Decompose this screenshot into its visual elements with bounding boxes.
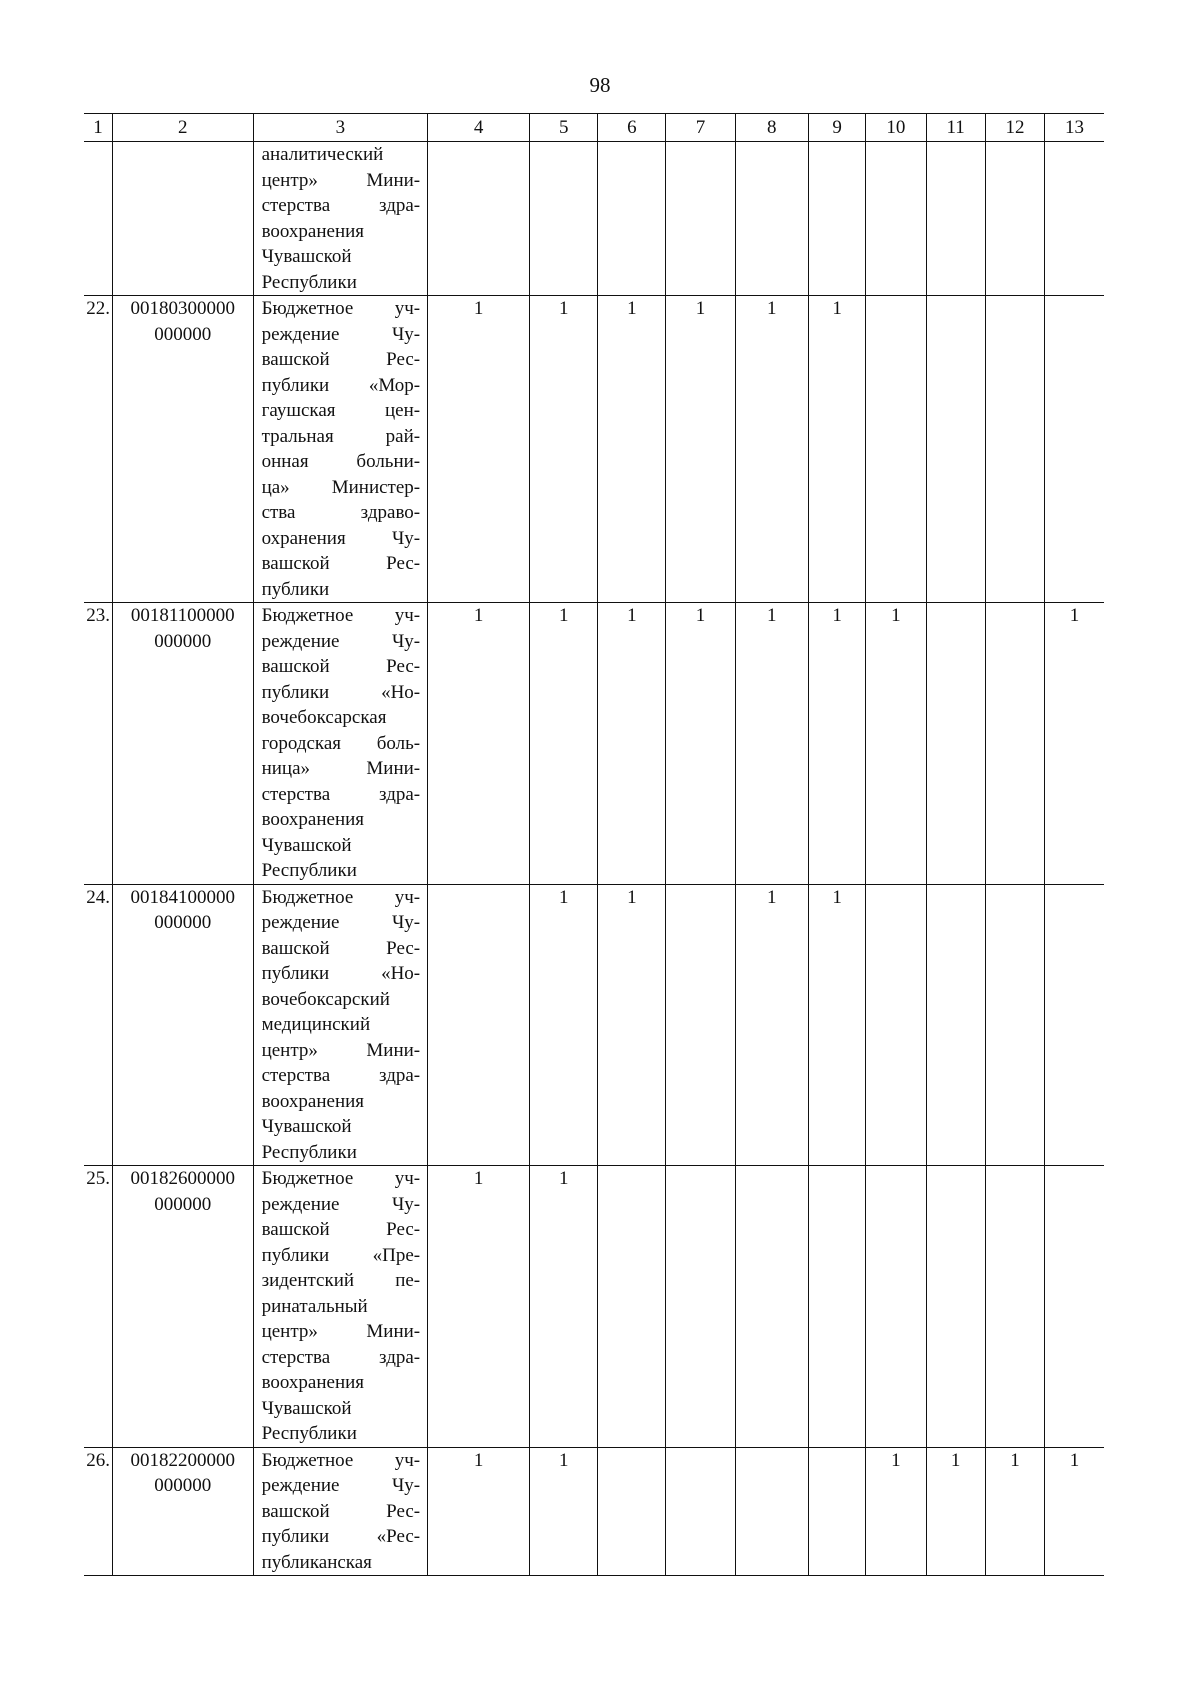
value-cell-col-7: 1 bbox=[666, 296, 735, 603]
column-header-3: 3 bbox=[253, 114, 428, 142]
value-cell-col-11 bbox=[926, 296, 985, 603]
value-cell-col-10 bbox=[866, 296, 926, 603]
value-cell-col-6: 1 bbox=[598, 603, 666, 885]
code-line: 000000 bbox=[154, 630, 212, 652]
value-cell-col-7 bbox=[666, 1166, 735, 1448]
value-cell-col-4: 1 bbox=[428, 603, 530, 885]
name-line: городская боль- bbox=[261, 732, 421, 754]
code-line: 00181100000 bbox=[130, 605, 235, 626]
name-line: воохранения bbox=[261, 1090, 365, 1112]
name-line: Чувашской bbox=[261, 1397, 352, 1419]
value-cell-col-6 bbox=[598, 1166, 666, 1448]
row-name bbox=[253, 1447, 428, 1576]
value-cell-col-12 bbox=[985, 296, 1044, 603]
name-line: Чувашской bbox=[261, 1116, 352, 1137]
value-cell-col-11 bbox=[926, 142, 985, 296]
value-cell-col-4 bbox=[428, 142, 530, 296]
value-cell-col-13: 1 bbox=[1045, 1447, 1104, 1576]
name-line: гаушская цен- bbox=[261, 400, 421, 421]
name-line: Чувашской bbox=[261, 834, 352, 856]
name-line: Чувашской bbox=[261, 246, 352, 267]
header-row bbox=[84, 114, 1104, 142]
name-line: ца» Министер- bbox=[261, 476, 421, 498]
value-cell-col-11 bbox=[926, 603, 985, 885]
code-line: 00184100000 bbox=[130, 886, 236, 908]
name-line: стерства здра- bbox=[261, 1065, 421, 1086]
column-header-7: 7 bbox=[666, 114, 735, 142]
name-line: воохранения bbox=[261, 1372, 365, 1393]
column-header-8: 8 bbox=[735, 114, 809, 142]
name-line: реждение Чу- bbox=[261, 630, 421, 652]
name-line: вашской Рес- bbox=[261, 553, 421, 574]
name-line: стерства здра- bbox=[261, 1346, 421, 1368]
value-cell-col-8 bbox=[735, 142, 809, 296]
value-cell-col-4: 1 bbox=[428, 1166, 530, 1448]
name-line: публики «Но- bbox=[261, 963, 421, 984]
row-code bbox=[113, 142, 254, 296]
name-line: реждение Чу- bbox=[261, 1475, 421, 1496]
name-line: вочебоксарская bbox=[261, 707, 387, 728]
value-cell-col-13 bbox=[1045, 142, 1104, 296]
row-code bbox=[113, 884, 254, 1166]
table-row bbox=[84, 603, 1104, 885]
value-cell-col-11 bbox=[926, 884, 985, 1166]
table-row bbox=[84, 296, 1104, 603]
column-header-4: 4 bbox=[428, 114, 530, 142]
row-number: 25. bbox=[84, 1166, 113, 1448]
name-line: вочебоксарский bbox=[261, 988, 390, 1010]
name-line: стерства здра- bbox=[261, 783, 421, 805]
name-line: публики «Рес- bbox=[261, 1526, 421, 1547]
code-line: 000000 bbox=[154, 1193, 212, 1215]
code-line: 000000 bbox=[154, 1475, 212, 1496]
value-cell-col-9 bbox=[809, 1166, 866, 1448]
value-cell-col-13 bbox=[1045, 1166, 1104, 1448]
value-cell-col-12 bbox=[985, 142, 1044, 296]
value-cell-col-5: 1 bbox=[530, 1166, 598, 1448]
value-cell-col-8: 1 bbox=[735, 884, 809, 1166]
value-cell-col-11 bbox=[926, 1166, 985, 1448]
row-name bbox=[253, 1166, 428, 1448]
value-cell-col-11: 1 bbox=[926, 1447, 985, 1576]
value-cell-col-5: 1 bbox=[530, 603, 598, 885]
table-row bbox=[84, 142, 1104, 296]
name-line: онная больни- bbox=[261, 451, 421, 472]
data-table bbox=[84, 113, 1104, 1576]
value-cell-col-7: 1 bbox=[666, 603, 735, 885]
row-name bbox=[253, 296, 428, 603]
column-header-1: 1 bbox=[84, 114, 113, 142]
name-line: Бюджетное уч- bbox=[261, 298, 421, 319]
name-line: вашской Рес- bbox=[261, 349, 421, 370]
name-line: Бюджетное уч- bbox=[261, 886, 421, 908]
value-cell-col-7 bbox=[666, 884, 735, 1166]
value-cell-col-13: 1 bbox=[1045, 603, 1104, 885]
row-number: 26. bbox=[84, 1447, 113, 1576]
code-line: 00182600000 bbox=[130, 1168, 236, 1189]
name-line: публики bbox=[261, 578, 330, 600]
name-line: тральная рай- bbox=[261, 425, 421, 447]
table-body bbox=[84, 142, 1104, 1576]
value-cell-col-8: 1 bbox=[735, 603, 809, 885]
row-number bbox=[84, 142, 113, 296]
row-number: 23. bbox=[84, 603, 113, 885]
value-cell-col-9: 1 bbox=[809, 296, 866, 603]
name-line: Республики bbox=[261, 1423, 357, 1444]
name-line: Бюджетное уч- bbox=[261, 1449, 421, 1471]
name-line: воохранения bbox=[261, 220, 365, 242]
value-cell-col-9: 1 bbox=[809, 884, 866, 1166]
value-cell-col-6: 1 bbox=[598, 884, 666, 1166]
code-line: 000000 bbox=[154, 323, 212, 345]
value-cell-col-13 bbox=[1045, 296, 1104, 603]
name-line: реждение Чу- bbox=[261, 323, 421, 345]
value-cell-col-7 bbox=[666, 142, 735, 296]
row-code bbox=[113, 296, 254, 603]
column-header-12: 12 bbox=[985, 114, 1044, 142]
name-line: ница» Мини- bbox=[261, 758, 421, 779]
name-line: вашской Рес- bbox=[261, 1500, 421, 1522]
value-cell-col-10 bbox=[866, 884, 926, 1166]
name-line: аналитический bbox=[261, 144, 384, 165]
row-number: 24. bbox=[84, 884, 113, 1166]
name-line: воохранения bbox=[261, 809, 365, 830]
column-header-2: 2 bbox=[113, 114, 254, 142]
value-cell-col-5: 1 bbox=[530, 1447, 598, 1576]
name-line: публики «Пре- bbox=[261, 1244, 421, 1266]
value-cell-col-10 bbox=[866, 142, 926, 296]
page-number: 98 bbox=[589, 73, 611, 97]
name-line: реждение Чу- bbox=[261, 1193, 421, 1215]
value-cell-col-4: 1 bbox=[428, 1447, 530, 1576]
name-line: центр» Мини- bbox=[261, 1039, 421, 1061]
code-line: 000000 bbox=[154, 912, 212, 933]
column-header-5: 5 bbox=[530, 114, 598, 142]
row-code bbox=[113, 1447, 254, 1576]
table-row bbox=[84, 1166, 1104, 1448]
value-cell-col-13 bbox=[1045, 884, 1104, 1166]
value-cell-col-9: 1 bbox=[809, 603, 866, 885]
value-cell-col-9 bbox=[809, 142, 866, 296]
name-line: вашской Рес- bbox=[261, 1219, 421, 1240]
value-cell-col-6 bbox=[598, 1447, 666, 1576]
name-line: охранения Чу- bbox=[261, 527, 421, 549]
row-code bbox=[113, 1166, 254, 1448]
value-cell-col-5 bbox=[530, 142, 598, 296]
name-line: Республики bbox=[261, 271, 357, 293]
name-line: Бюджетное уч- bbox=[261, 605, 421, 626]
table-row bbox=[84, 884, 1104, 1166]
row-name bbox=[253, 142, 428, 296]
value-cell-col-7 bbox=[666, 1447, 735, 1576]
value-cell-col-8: 1 bbox=[735, 296, 809, 603]
value-cell-col-9 bbox=[809, 1447, 866, 1576]
column-header-9: 9 bbox=[809, 114, 866, 142]
row-number: 22. bbox=[84, 296, 113, 603]
value-cell-col-10 bbox=[866, 1166, 926, 1448]
name-line: Республики bbox=[261, 1141, 357, 1163]
name-line: медицинский bbox=[261, 1014, 371, 1035]
name-line: вашской Рес- bbox=[261, 937, 421, 959]
table-header bbox=[84, 114, 1104, 142]
value-cell-col-8 bbox=[735, 1166, 809, 1448]
column-header-6: 6 bbox=[598, 114, 666, 142]
name-line: ринатальный bbox=[261, 1295, 368, 1317]
value-cell-col-10: 1 bbox=[866, 1447, 926, 1576]
column-header-11: 11 bbox=[926, 114, 985, 142]
value-cell-col-12 bbox=[985, 884, 1044, 1166]
value-cell-col-4 bbox=[428, 884, 530, 1166]
row-name bbox=[253, 603, 428, 885]
value-cell-col-8 bbox=[735, 1447, 809, 1576]
name-line: вашской Рес- bbox=[261, 656, 421, 677]
row-name bbox=[253, 884, 428, 1166]
value-cell-col-12: 1 bbox=[985, 1447, 1044, 1576]
value-cell-col-6 bbox=[598, 142, 666, 296]
name-line: зидентский пе- bbox=[261, 1270, 421, 1291]
name-line: публиканская bbox=[261, 1551, 372, 1573]
value-cell-col-12 bbox=[985, 1166, 1044, 1448]
value-cell-col-5: 1 bbox=[530, 884, 598, 1166]
column-header-13: 13 bbox=[1045, 114, 1104, 142]
value-cell-col-10: 1 bbox=[866, 603, 926, 885]
row-code bbox=[113, 603, 254, 885]
value-cell-col-4: 1 bbox=[428, 296, 530, 603]
value-cell-col-5: 1 bbox=[530, 296, 598, 603]
value-cell-col-12 bbox=[985, 603, 1044, 885]
name-line: центр» Мини- bbox=[261, 169, 421, 191]
code-line: 00180300000 bbox=[130, 298, 236, 319]
value-cell-col-6: 1 bbox=[598, 296, 666, 603]
name-line: публики «Но- bbox=[261, 681, 421, 703]
table-row bbox=[84, 1447, 1104, 1576]
name-line: стерства здра- bbox=[261, 195, 421, 216]
name-line: Республики bbox=[261, 860, 357, 881]
name-line: публики «Мор- bbox=[261, 374, 421, 396]
name-line: реждение Чу- bbox=[261, 912, 421, 933]
code-line: 00182200000 bbox=[130, 1449, 236, 1471]
name-line: Бюджетное уч- bbox=[261, 1168, 421, 1189]
column-header-10: 10 bbox=[866, 114, 926, 142]
name-line: ства здраво- bbox=[261, 502, 421, 523]
name-line: центр» Мини- bbox=[261, 1321, 421, 1342]
